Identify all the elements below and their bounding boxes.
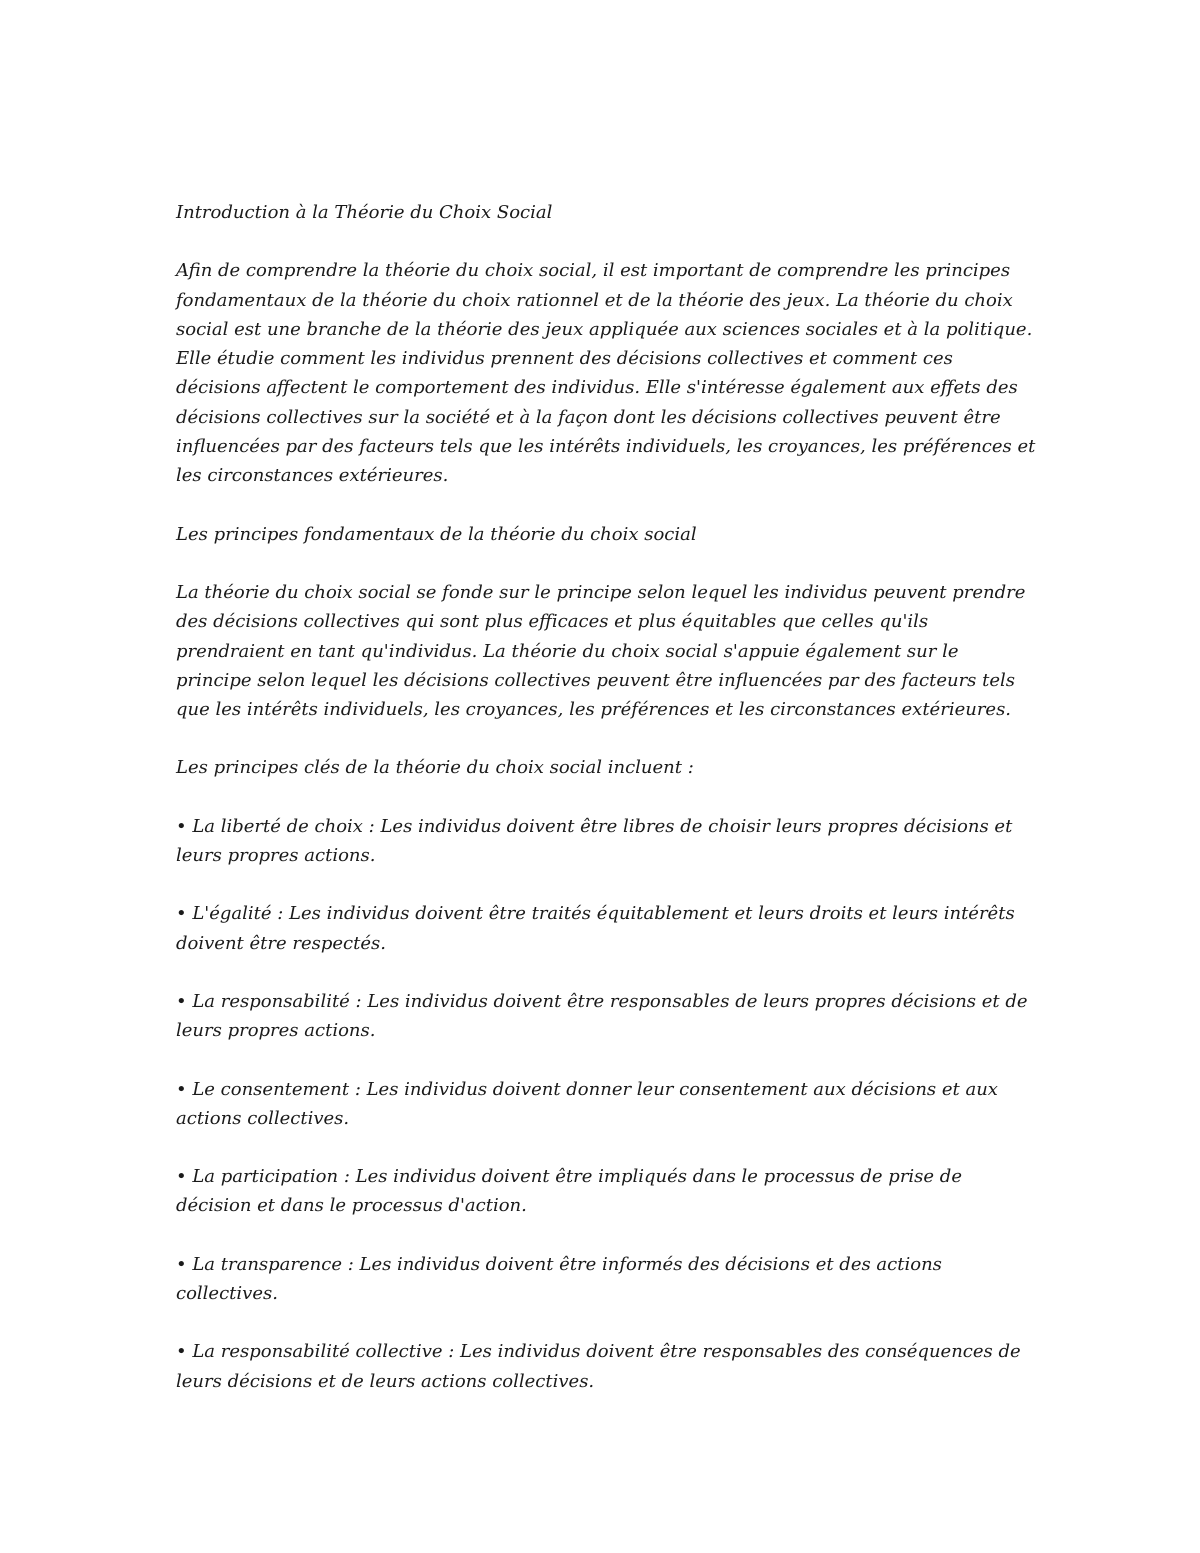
principle-item: • Le consentement : Les individus doivent donner leur consentement aux décisions et aux actions collectives. bbox=[176, 1078, 998, 1129]
intro-paragraph: Afin de comprendre la théorie du choix social, il est important de comprendre les principes fondamentaux de la théorie du choix rationnel et de la théorie des jeux. La théorie du choix social est une branche de la théorie des jeux appliquée aux sciences sociales et à la politique. Elle étudie comment les individus prennent des décisions collectives et comment ces décisions affectent le comportement des individus. Elle s'intéresse également aux effets des décisions collectives sur la société et à la façon dont les décisions collectives peuvent être influencées par des facteurs tels que les intérêts individuels, les croyances, les préférences et les circonstances extérieures. bbox=[176, 260, 1036, 487]
section-heading: Les principes fondamentaux de la théorie du choix social bbox=[176, 523, 697, 545]
document-title: Introduction à la Théorie du Choix Social bbox=[176, 202, 553, 223]
principle-item: • La liberté de choix : Les individus doivent être libres de choisir leurs propres décisions et leurs propres actions. bbox=[176, 815, 1013, 867]
principles-intro: Les principes clés de la théorie du choix social incluent : bbox=[176, 757, 694, 779]
principle-item: • La responsabilité : Les individus doivent être responsables de leurs propres décisions et de leurs propres actions. bbox=[176, 990, 1028, 1042]
principle-item: • La transparence : Les individus doivent être informés des décisions et des actions collectives. bbox=[176, 1253, 942, 1305]
principle-item: • La responsabilité collective : Les individus doivent être responsables des conséquences de leurs décisions et de leurs actions collectives. bbox=[176, 1341, 1021, 1392]
principles-list bbox=[176, 812, 1036, 1396]
document-page bbox=[176, 198, 1036, 1425]
principle-item: • L'égalité : Les individus doivent être traités équitablement et leurs droits et leurs intérêts doivent être respectés. bbox=[176, 903, 1015, 954]
principle-item: • La participation : Les individus doivent être impliqués dans le processus de prise de décision et dans le processus d'action. bbox=[176, 1166, 962, 1217]
section-paragraph: La théorie du choix social se fonde sur le principe selon lequel les individus peuvent prendre des décisions collectives qui sont plus efficaces et plus équitables que celles qu'ils prendraient en tant qu'individus. La théorie du choix social s'appuie également sur le principe selon lequel les décisions collectives peuvent être influencées par des facteurs tels que les intérêts individuels, les croyances, les préférences et les circonstances extérieures. bbox=[176, 581, 1026, 721]
